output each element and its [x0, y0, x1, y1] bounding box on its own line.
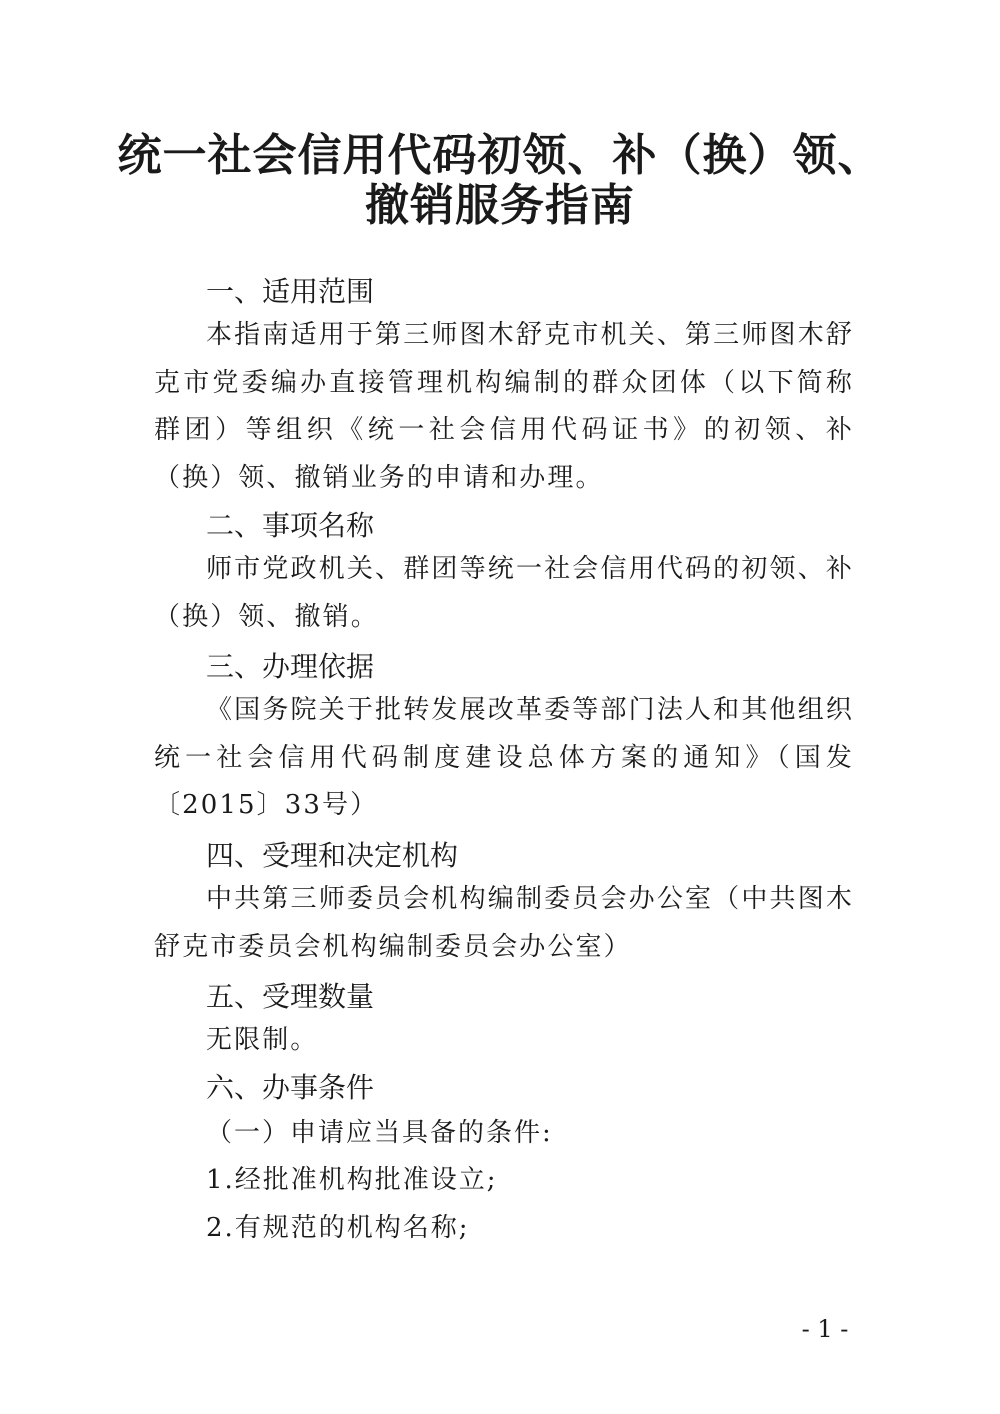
section-heading-quantity: 五、受理数量: [206, 980, 375, 1013]
conditions-item-1: 1.经批准机构批准设立;: [206, 1165, 498, 1195]
conditions-subheading: （一）申请应当具备的条件:: [206, 1118, 553, 1148]
section-heading-authority: 四、受理和决定机构: [206, 839, 459, 872]
conditions-item-2: 2.有规范的机构名称;: [206, 1213, 470, 1243]
section-paragraph-quantity: 无限制。: [206, 1025, 319, 1055]
section-heading-conditions: 六、办事条件: [206, 1071, 375, 1104]
document-title-line-2: 撤销服务指南: [365, 180, 635, 231]
section-paragraph-scope: 本指南适用于第三师图木舒克市机关、第三师图木舒克市党委编办直接管理机构编制的群众团体（以下简称群团）等组织《统一社会信用代码证书》的初领、补（换）领、撤销业务的申请和办理。: [154, 320, 854, 493]
section-heading-basis: 三、办理依据: [206, 650, 375, 683]
section-paragraph-basis: 《国务院关于批转发展改革委等部门法人和其他组织统一社会信用代码制度建设总体方案的通知》（国发〔2015〕33号）: [154, 695, 854, 820]
section-paragraph-item-name: 师市党政机关、群团等统一社会信用代码的初领、补（换）领、撤销。: [154, 554, 854, 632]
section-heading-scope: 一、适用范围: [206, 275, 375, 308]
document-title-line-1: 统一社会信用代码初领、补（换）领、: [117, 130, 883, 181]
section-paragraph-authority: 中共第三师委员会机构编制委员会办公室（中共图木舒克市委员会机构编制委员会办公室）: [154, 884, 854, 962]
section-heading-item-name: 二、事项名称: [206, 509, 375, 542]
page-number: - 1 -: [801, 1315, 849, 1343]
